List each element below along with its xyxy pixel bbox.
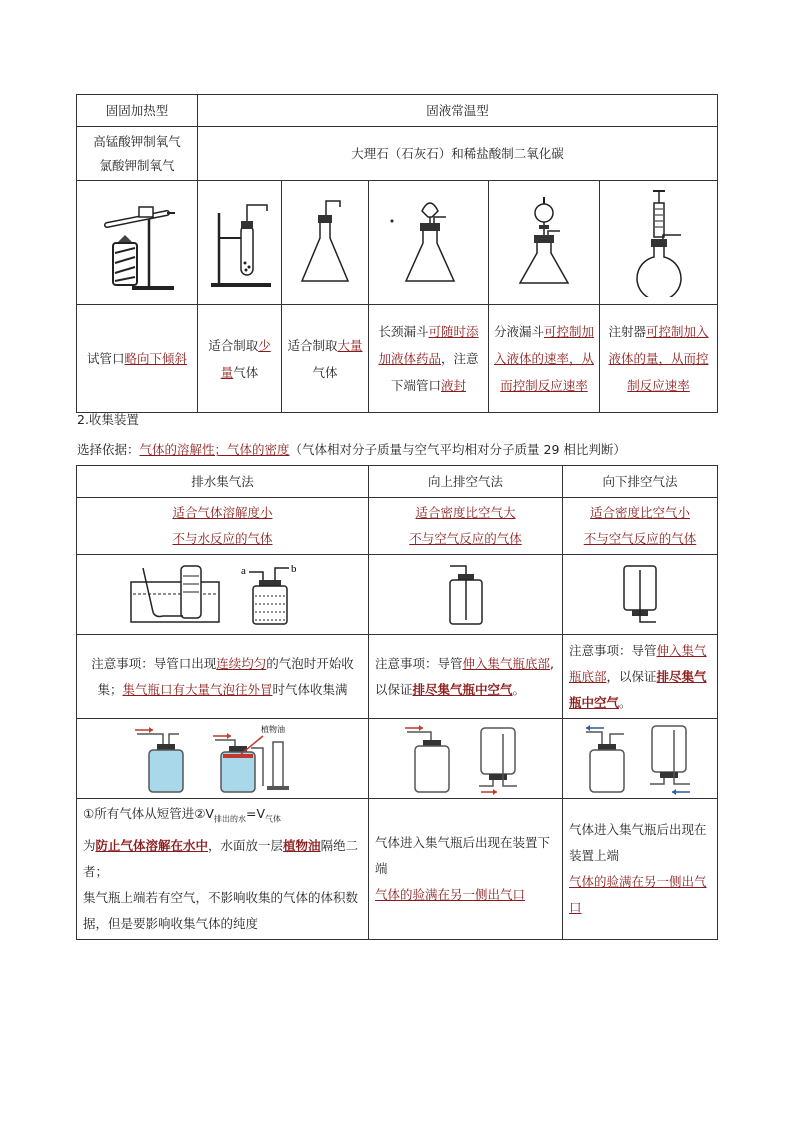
header-solid-heating: 固固加热型 bbox=[77, 95, 198, 127]
note-small-amount: 适合制取少量气体 bbox=[198, 305, 282, 413]
bottom-downward: 气体进入集气瓶后出现在装置上端 气体的验满在另一侧出气口 bbox=[563, 799, 718, 940]
header-upward-air: 向上排空气法 bbox=[369, 466, 563, 498]
svg-text:植物油: 植物油 bbox=[260, 724, 285, 734]
note-large-amount: 适合制取大量气体 bbox=[282, 305, 369, 413]
header-solid-liquid: 固液常温型 bbox=[198, 95, 718, 127]
generation-apparatus-table bbox=[76, 94, 718, 413]
conical-flask-icon bbox=[290, 193, 360, 293]
note-syringe: 注射器可控制加入液体的量，从而控制反应速率 bbox=[600, 305, 718, 413]
caution-upward: 注意事项：导管伸入集气瓶底部,以保证排尽集气瓶中空气。 bbox=[369, 635, 563, 719]
test-tube-apparatus-icon bbox=[205, 193, 275, 293]
water-collection-image bbox=[77, 555, 369, 635]
apparatus-separatory-funnel-image bbox=[489, 181, 600, 305]
water-trough-icon bbox=[123, 560, 323, 630]
suitable-upward: 适合密度比空气大 不与空气反应的气体 bbox=[369, 498, 563, 555]
header-water-displacement: 排水集气法 bbox=[77, 466, 369, 498]
syringe-flask-icon bbox=[619, 189, 699, 297]
svg-text:b: b bbox=[290, 562, 296, 575]
header-downward-air: 向下排空气法 bbox=[563, 466, 718, 498]
separatory-funnel-icon bbox=[504, 193, 584, 293]
upward-bottles-icon bbox=[401, 722, 531, 796]
bottom-upward: 气体进入集气瓶后出现在装置下端 气体的验满在另一侧出气口 bbox=[369, 799, 563, 940]
downward-air-image bbox=[563, 555, 718, 635]
note-separatory-funnel: 分液漏斗可控制加入液体的速率，从而控制反应速率 bbox=[489, 305, 600, 413]
selection-basis: 选择依据：气体的溶解性；气体的密度（气体相对分子质量与空气平均相对分子质量 29 相比判断） bbox=[77, 442, 626, 457]
svg-text:a: a bbox=[240, 564, 246, 577]
section-title: 2.收集装置 bbox=[77, 412, 139, 427]
apparatus-long-funnel-image bbox=[369, 181, 489, 305]
downward-bottle-images bbox=[563, 719, 718, 799]
suitable-water: 适合气体溶解度小 不与水反应的气体 bbox=[77, 498, 369, 555]
apparatus-heating-image bbox=[77, 181, 198, 305]
note-heating: 试管口略向下倾斜 bbox=[77, 305, 198, 413]
water-bottle-images bbox=[77, 719, 369, 799]
apparatus-flask-image bbox=[282, 181, 369, 305]
suitable-downward: 适合密度比空气小 不与空气反应的气体 bbox=[563, 498, 718, 555]
caution-water: 注意事项：导管口出现连续均匀的气泡时开始收集；集气瓶口有大量气泡往外冒时气体收集满 bbox=[77, 635, 369, 719]
bottom-water: ①所有气体从短管进$②V_{排出的水}=V_{气体}$ 为防止气体溶解在水中，水面放一层植物油隔绝二者； 集气瓶上端若有空气，不影响收集的气体的体积数据，但是要影响收集气体的纯度 bbox=[77, 799, 369, 940]
downward-bottle-icon bbox=[610, 560, 670, 630]
heating-apparatus-icon bbox=[87, 193, 187, 293]
apparatus-tube-image bbox=[198, 181, 282, 305]
long-neck-funnel-icon bbox=[384, 193, 474, 293]
upward-air-image bbox=[369, 555, 563, 635]
downward-bottles-icon bbox=[580, 722, 700, 796]
reagent-co2: 大理石（石灰石）和稀盐酸制二氧化碳 bbox=[198, 127, 718, 181]
collection-apparatus-table bbox=[76, 465, 718, 940]
water-bottles-icon bbox=[123, 722, 323, 796]
note-long-funnel: 长颈漏斗可随时添加液体药品，注意下端管口液封 bbox=[369, 305, 489, 413]
caution-downward: 注意事项：导管伸入集气瓶底部，以保证排尽集气瓶中空气。 bbox=[563, 635, 718, 719]
reagent-oxygen: 高锰酸钾制氧气 氯酸钾制氧气 bbox=[77, 127, 198, 181]
upward-bottle-images bbox=[369, 719, 563, 799]
apparatus-syringe-image bbox=[600, 181, 718, 305]
upward-bottle-icon bbox=[436, 560, 496, 630]
